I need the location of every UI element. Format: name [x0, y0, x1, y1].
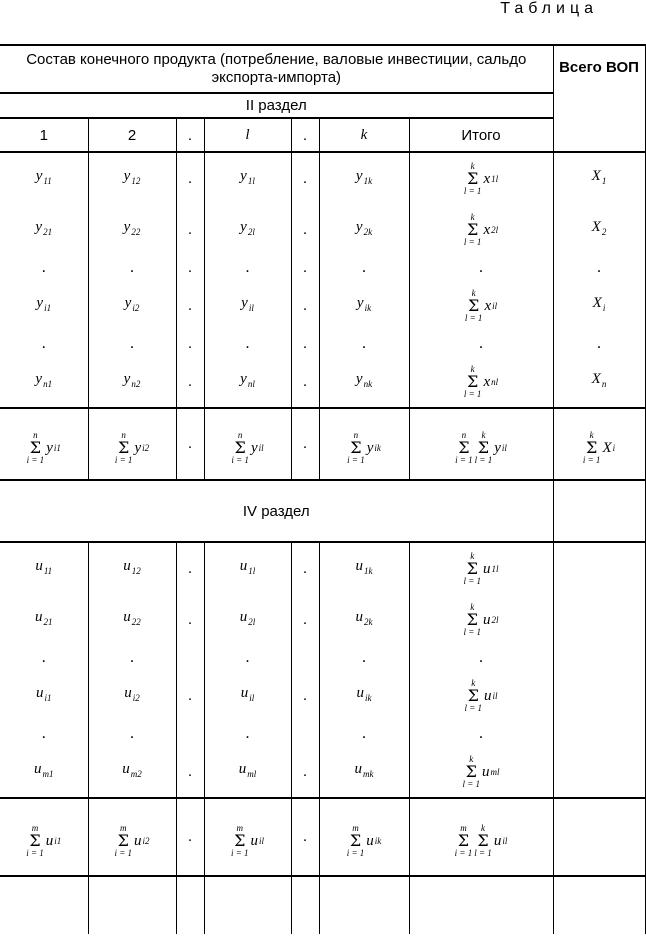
cell: $u_{mk}$	[354, 761, 374, 779]
cell: $y_{nk}$	[355, 371, 373, 389]
cell: $u_{2l}$	[239, 609, 256, 627]
cell: $u_{il}$	[240, 685, 255, 703]
cell: .	[362, 258, 366, 276]
cell: $y_{1l}$	[240, 168, 255, 186]
empty-cell	[409, 876, 553, 934]
section2-column-k	[319, 152, 409, 408]
cell: $X_n$	[591, 371, 607, 389]
sum-cell: m Σ i = 1 u ik	[319, 798, 409, 876]
ellipsis-cell: .	[176, 408, 204, 480]
column-number-l: l	[204, 118, 291, 152]
cell: $u_{21}$	[35, 609, 53, 627]
section4-column-1	[0, 542, 88, 798]
cell: $y_{ik}$	[356, 295, 372, 313]
total-gross-output-header: Всего ВОП	[553, 45, 645, 152]
section-4-header: IV раздел	[0, 480, 553, 542]
cell: $u_{m2}$	[122, 761, 142, 779]
cell: $u_{m1}$	[34, 761, 54, 779]
empty-cell	[319, 876, 409, 934]
empty-cell	[88, 876, 176, 934]
cell: $y_{1k}$	[355, 168, 373, 186]
gross-output-column	[553, 152, 645, 408]
cell: .	[245, 648, 250, 666]
cell: .	[41, 258, 46, 276]
cell: $y_{21}$	[35, 219, 53, 237]
empty-cell	[291, 876, 319, 934]
ellipsis-column: . . . . . .	[291, 152, 319, 408]
sum-cell: m Σ i = 1 u il	[204, 798, 291, 876]
section4-column-2	[88, 542, 176, 798]
section-2-header: II раздел	[0, 93, 553, 118]
ellipsis-column: . . . .	[291, 542, 319, 798]
empty-cell	[553, 480, 645, 542]
cell: $u_{22}$	[123, 609, 141, 627]
column-total: Итого	[409, 118, 553, 152]
ellipsis-column: . . . .	[176, 542, 204, 798]
cell: $u_{1k}$	[355, 558, 373, 576]
empty-cell	[176, 876, 204, 934]
cell: .	[597, 334, 601, 352]
cell: $y_{i2}$	[124, 295, 140, 313]
column-number-2: 2	[88, 118, 176, 152]
column-number-1: 1	[0, 118, 88, 152]
empty-cell	[553, 876, 645, 934]
cell: $u_{ml}$	[238, 761, 257, 779]
cell: .	[41, 334, 46, 352]
empty-cell	[553, 798, 645, 876]
final-product-header: Состав конечного продукта (потребление, валовые инвестиции, сальдо экспорта-импорта)	[0, 45, 553, 93]
ellipsis-cell: .	[291, 798, 319, 876]
cell: $u_{i2}$	[124, 685, 140, 703]
sum-cell: m Σ i = 1 k Σ l = 1 u il	[409, 798, 553, 876]
cell: $y_{i1}$	[36, 295, 52, 313]
ellipsis-cell: .	[176, 798, 204, 876]
cell: .	[597, 258, 601, 276]
cell: $u_{i1}$	[35, 685, 52, 703]
ellipsis-cell: .	[291, 408, 319, 480]
cell: $y_{12}$	[123, 168, 141, 186]
section4-column-l	[204, 542, 291, 798]
cell: $u_{1l}$	[239, 558, 256, 576]
sum-cell: n Σ i = 1 y i2	[88, 408, 176, 480]
sum-cell: m Σ i = 1 u i2	[88, 798, 176, 876]
sum-cell: n Σ i = 1 k Σ l = 1 y il	[409, 408, 553, 480]
section4-row-totals: k Σ l = 1 u 1l k Σ l = 1 u 2l . k Σ l = 1 u il . k Σ l = 1 u ml	[409, 542, 553, 798]
cell: .	[245, 334, 250, 352]
io-table	[0, 44, 646, 934]
cell: .	[130, 258, 134, 276]
column-ellipsis: .	[291, 118, 319, 152]
cell: $X_2$	[591, 219, 607, 237]
cell: $y_{n1}$	[35, 371, 53, 389]
cell: $u_{12}$	[123, 558, 141, 576]
empty-cell	[0, 876, 88, 934]
sum-cell: k Σ i = 1 X i	[553, 408, 645, 480]
ellipsis-column: . . . . . .	[176, 152, 204, 408]
cell: .	[41, 724, 46, 742]
cell: $y_{n2}$	[123, 371, 141, 389]
cell: .	[130, 648, 134, 666]
column-ellipsis: .	[176, 118, 204, 152]
cell: $y_{2l}$	[240, 219, 255, 237]
cell: .	[362, 334, 366, 352]
cell: $u_{2k}$	[355, 609, 373, 627]
sum-cell: n Σ i = 1 y i1	[0, 408, 88, 480]
column-number-k: k	[319, 118, 409, 152]
empty-cell	[553, 542, 645, 798]
table-caption: Таблица	[500, 0, 598, 17]
section4-column-k	[319, 542, 409, 798]
cell: .	[362, 724, 366, 742]
section2-column-1	[0, 152, 88, 408]
cell: $X_1$	[591, 168, 607, 186]
cell: $u_{11}$	[35, 558, 53, 576]
cell: .	[130, 334, 134, 352]
cell: .	[245, 258, 250, 276]
sum-cell: n Σ i = 1 y ik	[319, 408, 409, 480]
cell: $y_{il}$	[241, 295, 254, 313]
section2-row-totals: k Σ l = 1 x 1l k Σ l = 1 x 2l . k Σ l = 1 x il . k Σ l = 1 x nl	[409, 152, 553, 408]
sum-cell: m Σ i = 1 u i1	[0, 798, 88, 876]
section2-column-2	[88, 152, 176, 408]
section2-column-l	[204, 152, 291, 408]
cell: $y_{nl}$	[240, 371, 255, 389]
cell: .	[362, 648, 366, 666]
cell: $y_{22}$	[123, 219, 141, 237]
cell: $u_{ik}$	[356, 685, 372, 703]
empty-cell	[204, 876, 291, 934]
sum-cell: n Σ i = 1 y il	[204, 408, 291, 480]
cell: .	[41, 648, 46, 666]
cell: $X_i$	[592, 295, 606, 313]
cell: $y_{11}$	[35, 168, 52, 186]
cell: $y_{2k}$	[355, 219, 373, 237]
cell: .	[245, 724, 250, 742]
cell: .	[130, 724, 134, 742]
